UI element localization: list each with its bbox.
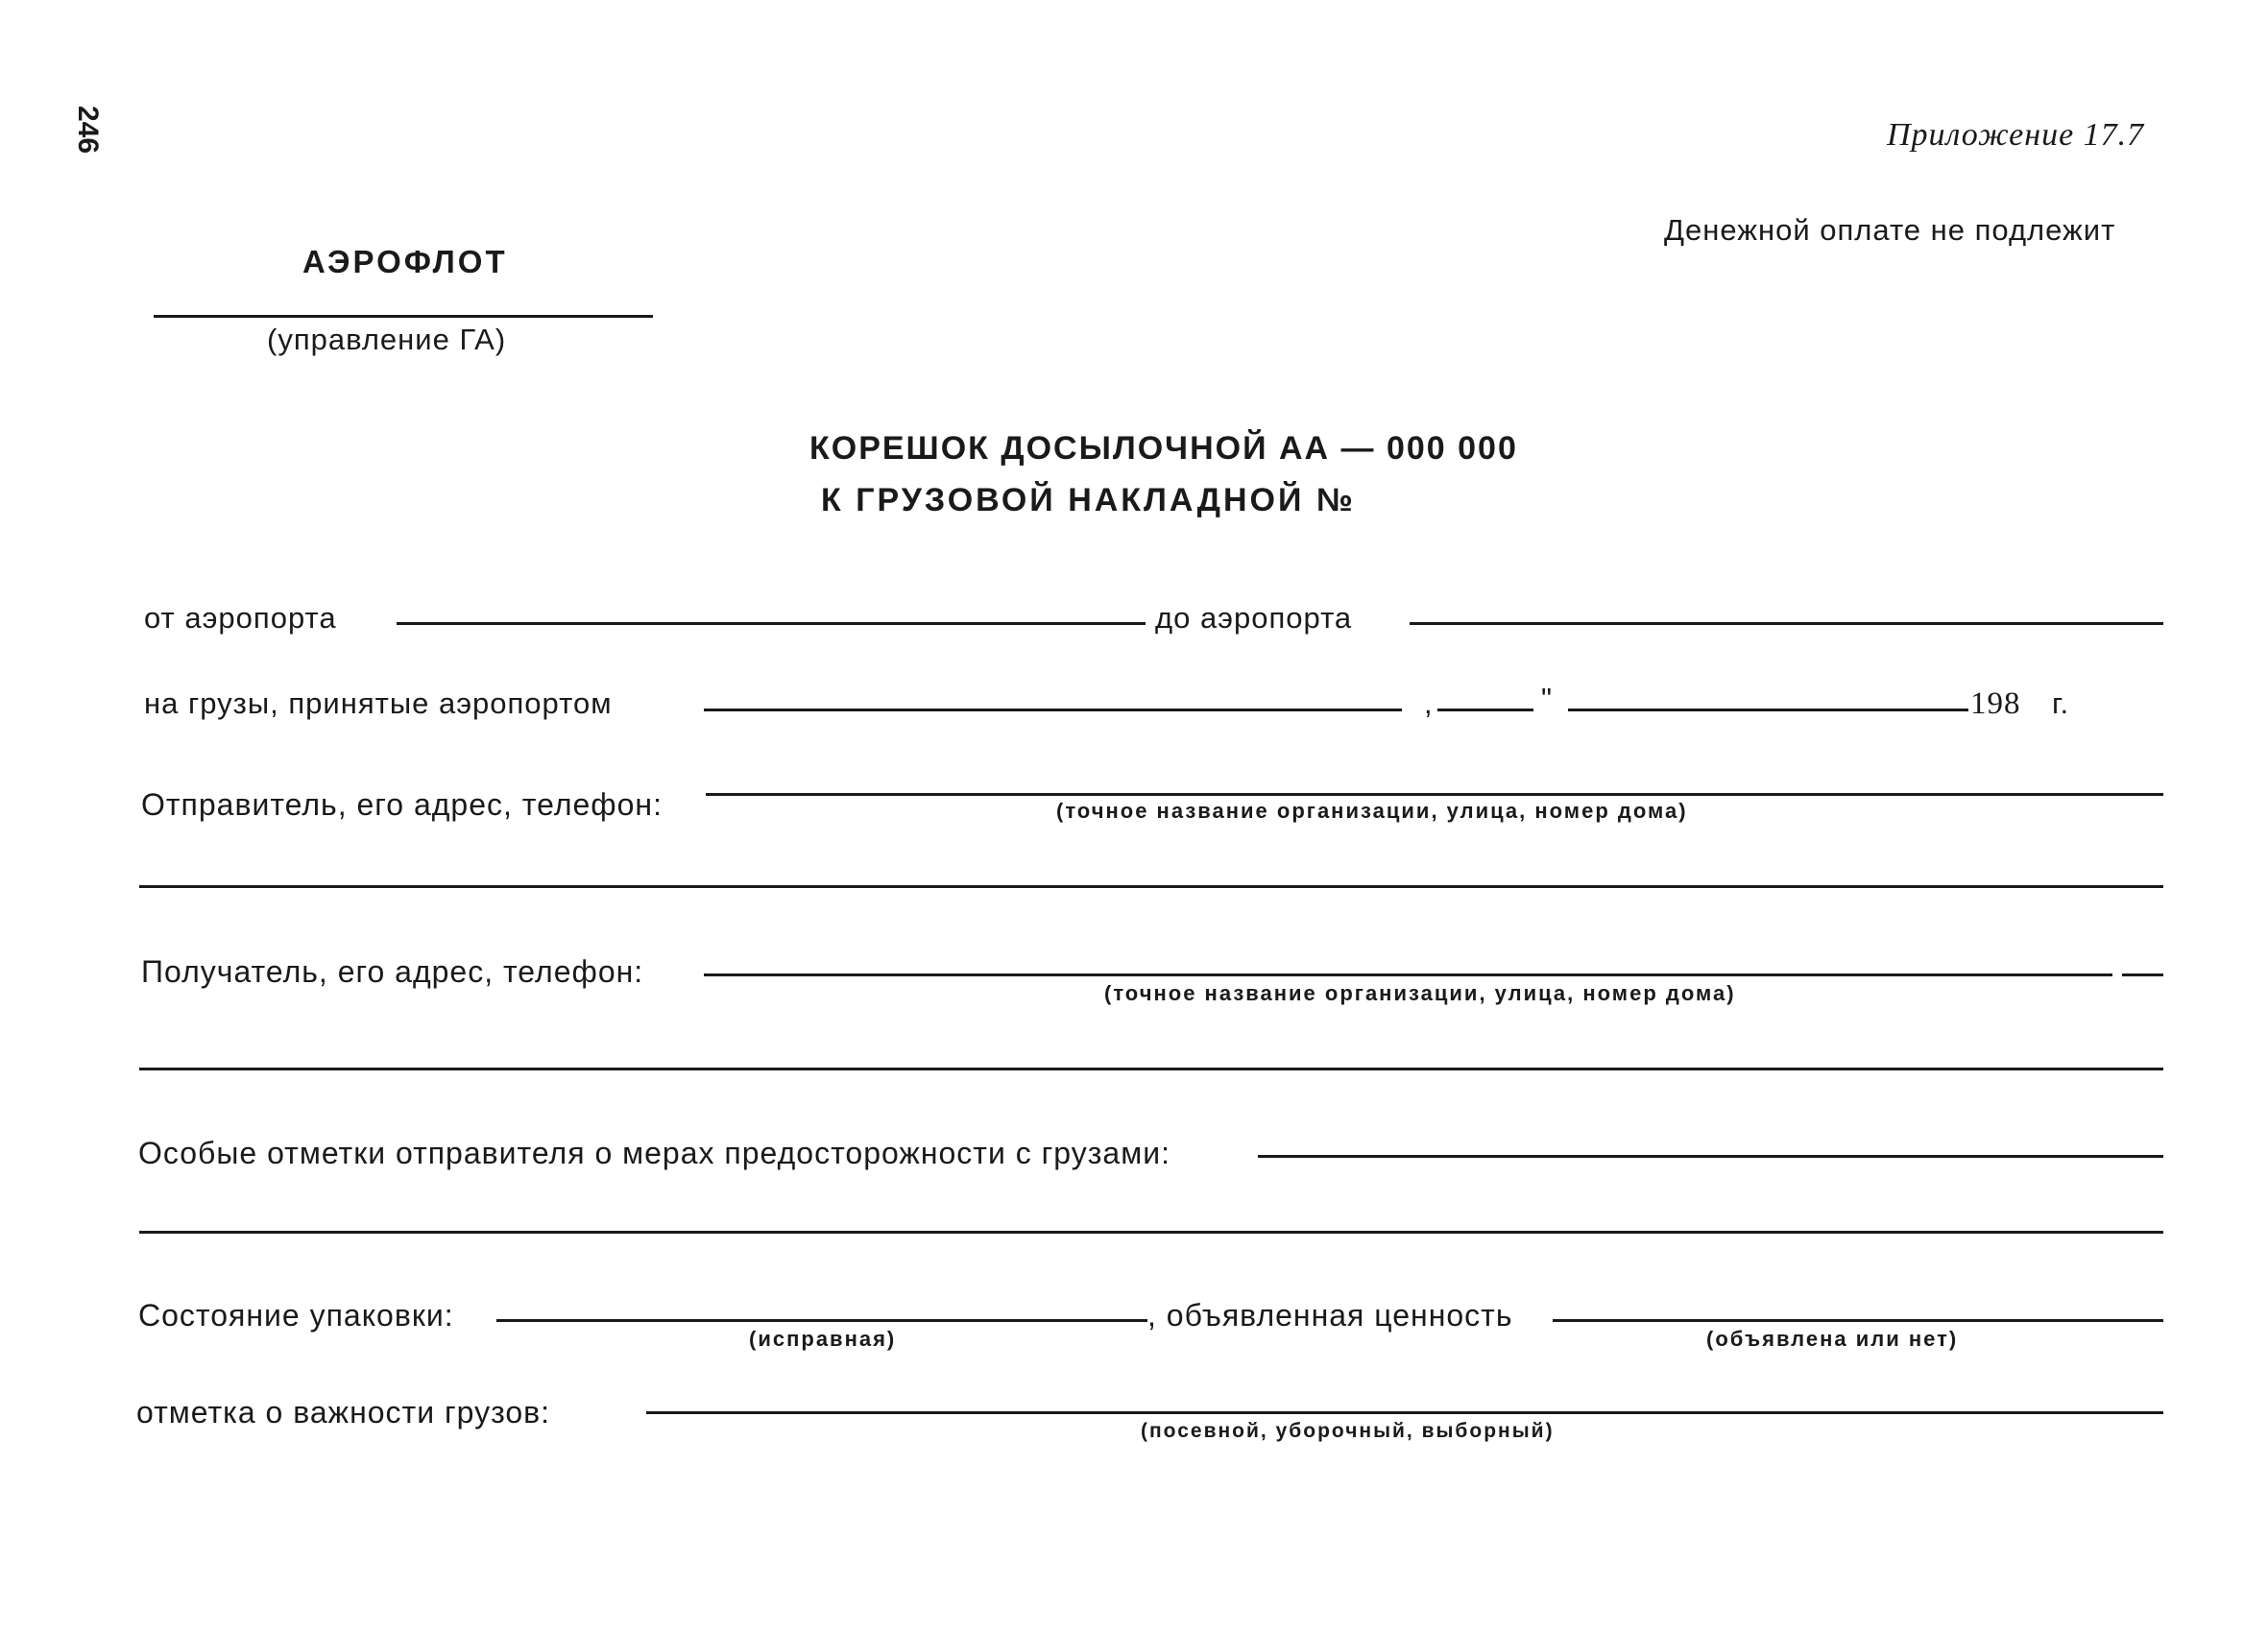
declared-value-label: , объявленная ценность <box>1147 1298 1513 1333</box>
dept-caption: (управление ГА) <box>267 323 507 356</box>
sender-field-line2[interactable] <box>139 885 2163 888</box>
importance-label: отметка о важности грузов: <box>136 1395 551 1430</box>
recipient-field-line2[interactable] <box>139 1068 2163 1070</box>
recipient-hint: (точное название организации, улица, номер дома) <box>1104 981 1736 1005</box>
year-suffix: г. <box>2052 686 2070 720</box>
declared-value-hint: (объявлена или нет) <box>1706 1327 1959 1351</box>
special-marks-field[interactable] <box>1258 1155 2163 1158</box>
declared-value-field[interactable] <box>1553 1319 2163 1322</box>
accepted-by-label: на грузы, принятые аэропортом <box>144 686 613 720</box>
date-quote: " <box>1541 682 1554 715</box>
dept-underline <box>154 315 653 318</box>
importance-field[interactable] <box>646 1411 2163 1414</box>
appendix-label: Приложение 17.7 <box>1887 117 2145 153</box>
recipient-field[interactable] <box>704 973 2112 976</box>
packaging-label: Состояние упаковки: <box>138 1298 454 1333</box>
recipient-field-tail <box>2122 973 2163 976</box>
org-name: АЭРОФЛОТ <box>302 244 508 279</box>
recipient-label: Получатель, его адрес, телефон: <box>141 954 644 989</box>
to-airport-field[interactable] <box>1410 622 2163 625</box>
importance-hint: (посевной, уборочный, выборный) <box>1141 1420 1555 1442</box>
packaging-hint: (исправная) <box>749 1327 897 1351</box>
date-day-field[interactable] <box>1437 709 1533 711</box>
special-marks-field-line2[interactable] <box>139 1231 2163 1234</box>
sender-field[interactable] <box>706 793 2163 796</box>
from-airport-label: от аэропорта <box>144 601 337 635</box>
accepted-by-field[interactable] <box>704 709 1402 711</box>
payment-note: Денежной оплате не подлежит <box>1664 213 2116 247</box>
packaging-field[interactable] <box>496 1319 1147 1322</box>
page-number: 246 <box>72 106 104 155</box>
doc-title-line1: КОРЕШОК ДОСЫЛОЧНОЙ АА — 000 000 <box>809 430 1518 467</box>
year-prefix: 198 <box>1970 686 2021 721</box>
sender-label: Отправитель, его адрес, телефон: <box>141 787 663 822</box>
sender-hint: (точное название организации, улица, номер дома) <box>1056 799 1688 823</box>
date-comma: , <box>1424 686 1434 720</box>
special-marks-label: Особые отметки отправителя о мерах предосторожности с грузами: <box>138 1136 1170 1170</box>
to-airport-label: до аэропорта <box>1155 601 1353 635</box>
date-month-field[interactable] <box>1568 709 1968 711</box>
doc-title-line2: К ГРУЗОВОЙ НАКЛАДНОЙ № <box>821 482 1356 518</box>
from-airport-field[interactable] <box>397 622 1146 625</box>
